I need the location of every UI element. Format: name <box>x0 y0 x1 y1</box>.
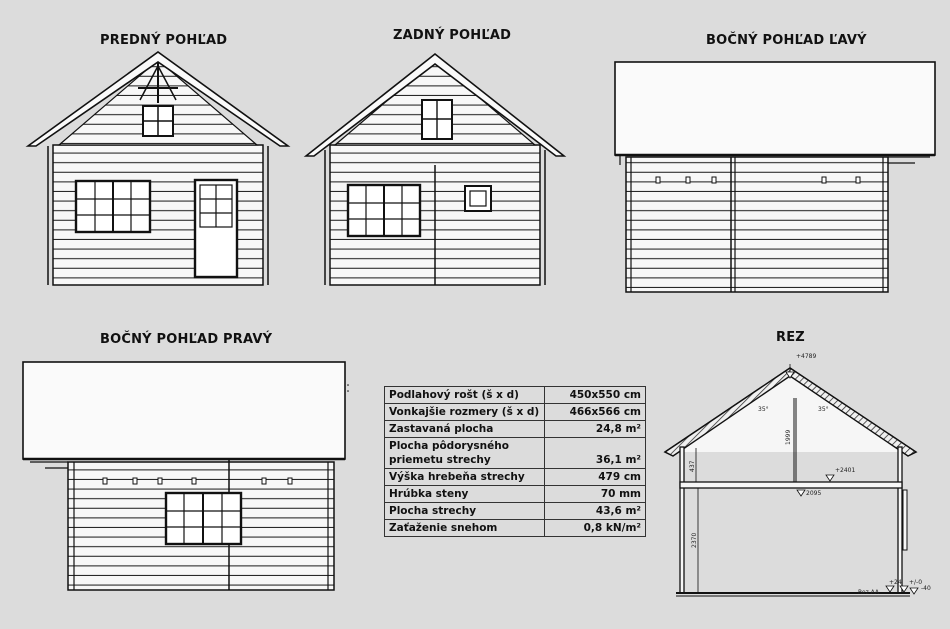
dim-angle-left: 35° <box>758 406 769 413</box>
spec-row <box>385 486 646 503</box>
spec-value: 479 cm <box>545 469 646 486</box>
dim-floor-b: +/-0 <box>909 579 923 586</box>
spec-row <box>385 421 646 438</box>
left-roof <box>615 62 935 155</box>
dim-ground: -40 <box>921 585 931 592</box>
spec-row <box>385 438 646 469</box>
section-ceiling <box>680 482 902 488</box>
spec-row <box>385 387 646 404</box>
back-small-window <box>465 186 491 211</box>
dim-vertical-top: 1999 <box>785 429 792 445</box>
dim-cut-label: Rez AA <box>858 589 880 596</box>
right-side-view <box>23 362 349 590</box>
spec-value: 24,8 m² <box>545 421 646 438</box>
spec-row <box>385 469 646 486</box>
spec-label: Zastavaná plocha <box>385 421 545 438</box>
spec-value: 36,1 m² <box>545 438 646 469</box>
spec-label: Plocha pôdorysného priemetu strechy <box>385 438 545 469</box>
spec-label: Plocha strechy <box>385 503 545 520</box>
spec-label: Hrúbka steny <box>385 486 545 503</box>
section-view-title: REZ <box>776 330 805 345</box>
dim-ceiling: 2095 <box>806 490 822 497</box>
spec-label: Vonkajšie rozmery (š x d) <box>385 404 545 421</box>
left-wall <box>626 157 888 292</box>
specs-table <box>384 386 646 537</box>
spec-label: Zaťaženie snehom <box>385 520 545 537</box>
back-view-title: ZADNÝ POHĽAD <box>393 28 512 43</box>
right-roof <box>23 362 345 459</box>
section-wall-left <box>680 447 684 593</box>
spec-value: 466x566 cm <box>545 404 646 421</box>
spec-label: Podlahový rošt (š x d) <box>385 387 545 404</box>
spec-value: 0,8 kN/m² <box>545 520 646 537</box>
spec-row <box>385 404 646 421</box>
dim-ridge: +4789 <box>796 353 817 360</box>
dim-wall-height: 2370 <box>691 532 698 548</box>
front-view <box>28 52 288 285</box>
spec-label: Výška hrebeňa strechy <box>385 469 545 486</box>
spec-row <box>385 503 646 520</box>
spec-value: 70 mm <box>545 486 646 503</box>
left-side-view <box>615 62 935 292</box>
specs-table-body <box>385 387 646 537</box>
spec-value: 43,6 m² <box>545 503 646 520</box>
front-view-title: PREDNÝ POHĽAD <box>100 33 228 48</box>
spec-value: 450x550 cm <box>545 387 646 404</box>
dim-floor-a: +24 <box>889 579 902 586</box>
back-view <box>306 54 564 285</box>
right-view-title: BOČNÝ POHĽAD PRAVÝ <box>100 332 273 347</box>
dim-attic: +2401 <box>835 467 856 474</box>
dim-angle-right: 35° <box>818 406 829 413</box>
section-wall-right <box>898 447 902 593</box>
spec-row <box>385 520 646 537</box>
dim-vertical-mid: 437 <box>689 460 696 472</box>
section-view <box>665 353 931 596</box>
left-view-title: BOČNÝ POHĽAD ĽAVÝ <box>706 33 867 48</box>
